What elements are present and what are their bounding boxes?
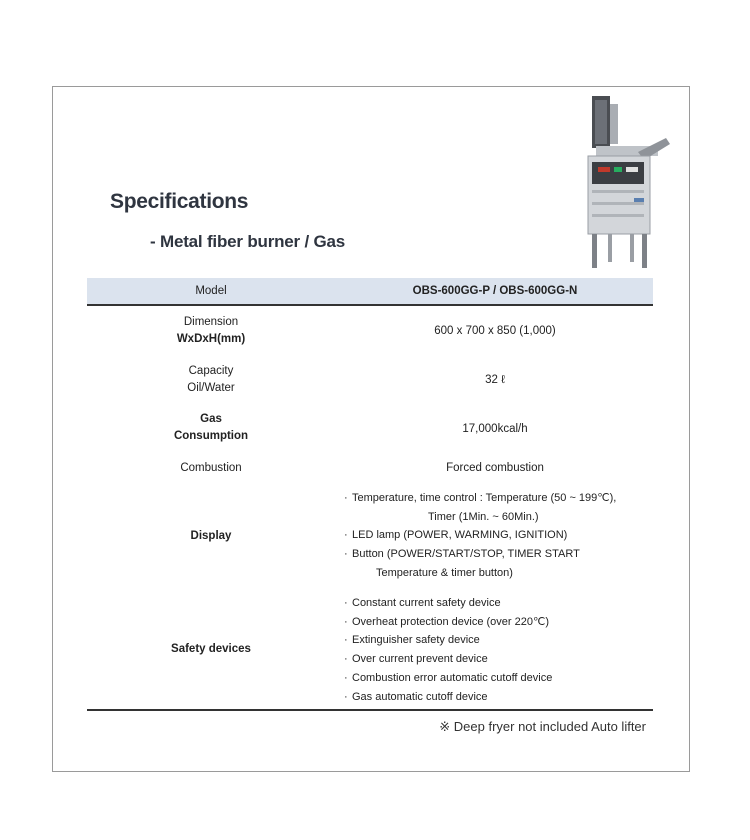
gas-label-line1: Gas	[200, 413, 222, 425]
list-item: · Button (POWER/START/STOP, TIMER START	[344, 545, 616, 564]
safety-list	[344, 594, 552, 706]
dimension-value: 600 x 700 x 850 (1,000)	[434, 325, 556, 337]
dimension-label-line2: WxDxH(mm)	[176, 333, 246, 345]
capacity-label-line1: Capacity	[188, 365, 234, 377]
bullet-icon: ·	[344, 615, 348, 628]
table-bottom-rule	[87, 709, 653, 711]
list-item: · Combustion error automatic cutoff device	[344, 669, 552, 688]
list-item: Timer (1Min. ~ 60Min.)	[428, 510, 539, 523]
page-subtitle: - Metal fiber burner / Gas	[150, 232, 346, 251]
bullet-icon: ·	[344, 671, 348, 684]
table-header	[87, 278, 653, 306]
capacity-label	[87, 363, 335, 397]
display-label: Display	[190, 530, 232, 542]
combustion-value: Forced combustion	[446, 462, 544, 474]
bullet-icon: ·	[344, 634, 348, 647]
display-list	[344, 489, 616, 583]
page-title: Specifications	[110, 190, 249, 213]
bullet-icon: ·	[344, 548, 348, 561]
deep-fryer-image	[578, 94, 674, 272]
gas-label	[87, 411, 335, 445]
list-item: · Over current prevent device	[344, 650, 552, 669]
model-label: Model	[195, 285, 227, 297]
list-item: · Constant current safety device	[344, 594, 552, 613]
list-item: · Gas automatic cutoff device	[344, 688, 552, 707]
model-value: OBS-600GG-P / OBS-600GG-N	[412, 285, 578, 297]
list-item: · LED lamp (POWER, WARMING, IGNITION)	[344, 526, 616, 545]
list-item: · Overheat protection device (over 220℃)	[344, 613, 552, 632]
bullet-icon: ·	[344, 597, 348, 609]
bullet-icon: ·	[344, 653, 348, 666]
gas-value: 17,000kcal/h	[462, 423, 528, 435]
combustion-label: Combustion	[180, 462, 242, 474]
list-item: Temperature & timer button)	[376, 566, 513, 579]
dimension-label-line1: Dimension	[183, 316, 239, 328]
bullet-icon: ·	[344, 492, 348, 504]
bullet-icon: ·	[344, 529, 348, 542]
list-item: · Temperature, time control : Temperature (50 ~ 199℃),	[344, 489, 616, 508]
footnote: ※ Deep fryer not included Auto lifter	[439, 719, 646, 734]
capacity-label-line2: Oil/Water	[187, 382, 235, 394]
list-item: · Extinguisher safety device	[344, 631, 552, 650]
dimension-label	[87, 314, 335, 348]
capacity-value: 32 ℓ	[485, 374, 505, 386]
gas-label-line2: Consumption	[173, 430, 249, 442]
safety-label: Safety devices	[171, 643, 251, 655]
bullet-icon: ·	[344, 690, 348, 703]
